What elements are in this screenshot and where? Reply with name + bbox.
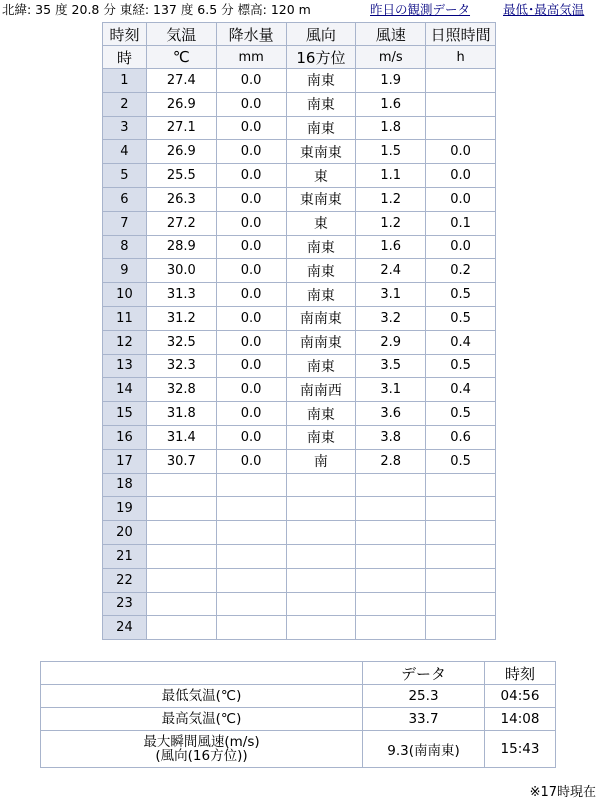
speed-cell <box>356 474 426 498</box>
table-row <box>103 450 496 474</box>
col-header-precip: 降水量 <box>217 23 287 46</box>
speed-cell: 1.8 <box>356 117 426 141</box>
hour-cell: 11 <box>103 307 147 331</box>
speed-cell <box>356 497 426 521</box>
direction-cell <box>287 474 357 498</box>
sunshine-cell: 0.0 <box>426 140 496 164</box>
direction-cell: 南南東 <box>287 307 357 331</box>
unit-sunshine: h <box>426 46 496 69</box>
sunshine-cell <box>426 117 496 141</box>
temp-cell: 27.2 <box>147 212 217 236</box>
sunshine-cell: 0.4 <box>426 331 496 355</box>
sunshine-cell: 0.5 <box>426 283 496 307</box>
summary-time: 15:43 <box>485 731 556 768</box>
summary-time: 14:08 <box>485 708 556 731</box>
summary-header-blank <box>41 662 363 685</box>
sunshine-cell: 0.5 <box>426 307 496 331</box>
precip-cell: 0.0 <box>217 259 287 283</box>
precip-cell <box>217 474 287 498</box>
col-header-speed: 風速 <box>356 23 426 46</box>
hour-cell: 18 <box>103 474 147 498</box>
temp-cell <box>147 569 217 593</box>
sunshine-cell: 0.5 <box>426 450 496 474</box>
hour-cell: 20 <box>103 521 147 545</box>
temp-cell: 26.9 <box>147 93 217 117</box>
direction-cell: 南東 <box>287 69 357 93</box>
hour-cell: 8 <box>103 236 147 260</box>
obs-header-row <box>103 23 496 46</box>
precip-cell: 0.0 <box>217 236 287 260</box>
precip-cell <box>217 521 287 545</box>
sunshine-cell <box>426 474 496 498</box>
table-row <box>103 474 496 498</box>
precip-cell: 0.0 <box>217 378 287 402</box>
temp-cell: 30.7 <box>147 450 217 474</box>
table-row <box>103 402 496 426</box>
summary-header-row <box>41 662 556 685</box>
hour-cell: 4 <box>103 140 147 164</box>
speed-cell <box>356 521 426 545</box>
table-row <box>103 378 496 402</box>
hour-cell: 16 <box>103 426 147 450</box>
hour-cell: 7 <box>103 212 147 236</box>
temp-cell: 31.3 <box>147 283 217 307</box>
precip-cell: 0.0 <box>217 331 287 355</box>
speed-cell: 1.5 <box>356 140 426 164</box>
sunshine-cell: 0.0 <box>426 236 496 260</box>
speed-cell: 1.1 <box>356 164 426 188</box>
hour-cell: 1 <box>103 69 147 93</box>
hour-cell: 17 <box>103 450 147 474</box>
direction-cell: 東南東 <box>287 188 357 212</box>
yesterday-data-link[interactable]: 昨日の観測データ <box>370 2 471 17</box>
direction-cell: 南 <box>287 450 357 474</box>
sunshine-cell: 0.0 <box>426 188 496 212</box>
col-header-direction: 風向 <box>287 23 357 46</box>
sunshine-cell: 0.0 <box>426 164 496 188</box>
table-row <box>103 283 496 307</box>
unit-direction: 16方位 <box>287 46 357 69</box>
direction-cell: 東 <box>287 212 357 236</box>
temp-cell: 25.5 <box>147 164 217 188</box>
temp-cell <box>147 521 217 545</box>
summary-time: 04:56 <box>485 685 556 708</box>
temp-cell <box>147 474 217 498</box>
direction-cell: 南東 <box>287 283 357 307</box>
precip-cell: 0.0 <box>217 450 287 474</box>
sunshine-cell <box>426 69 496 93</box>
sunshine-cell: 0.4 <box>426 378 496 402</box>
direction-cell <box>287 521 357 545</box>
unit-speed: m/s <box>356 46 426 69</box>
sunshine-cell <box>426 93 496 117</box>
hour-cell: 9 <box>103 259 147 283</box>
summary-label: 最低気温(℃) <box>41 685 363 708</box>
summary-row-max-temp <box>41 708 556 731</box>
temp-cell: 28.9 <box>147 236 217 260</box>
min-max-temp-link[interactable]: 最低･最高気温 <box>503 2 585 17</box>
precip-cell: 0.0 <box>217 188 287 212</box>
table-row <box>103 259 496 283</box>
precip-cell: 0.0 <box>217 140 287 164</box>
direction-cell: 東南東 <box>287 140 357 164</box>
direction-cell <box>287 616 357 640</box>
table-row <box>103 569 496 593</box>
station-coordinates: 北緯: 35 度 20.8 分 東経: 137 度 6.5 分 標高: 120 m <box>2 2 311 17</box>
temp-cell: 27.4 <box>147 69 217 93</box>
temp-cell: 27.1 <box>147 117 217 141</box>
hour-cell: 14 <box>103 378 147 402</box>
obs-unit-row <box>103 46 496 69</box>
precip-cell <box>217 569 287 593</box>
temp-cell: 32.3 <box>147 355 217 379</box>
precip-cell: 0.0 <box>217 117 287 141</box>
temp-cell <box>147 593 217 617</box>
summary-value: 25.3 <box>363 685 485 708</box>
speed-cell <box>356 545 426 569</box>
table-row <box>103 616 496 640</box>
temp-cell: 26.9 <box>147 140 217 164</box>
precip-cell: 0.0 <box>217 402 287 426</box>
speed-cell <box>356 593 426 617</box>
summary-value: 9.3(南南東) <box>363 731 485 768</box>
precip-cell <box>217 497 287 521</box>
speed-cell: 3.6 <box>356 402 426 426</box>
hour-cell: 22 <box>103 569 147 593</box>
direction-cell: 東 <box>287 164 357 188</box>
hour-cell: 21 <box>103 545 147 569</box>
unit-precip: mm <box>217 46 287 69</box>
precip-cell: 0.0 <box>217 307 287 331</box>
sunshine-cell: 0.5 <box>426 355 496 379</box>
direction-cell <box>287 497 357 521</box>
summary-row-min-temp <box>41 685 556 708</box>
station-header <box>0 0 600 20</box>
speed-cell: 1.6 <box>356 236 426 260</box>
direction-cell: 南東 <box>287 117 357 141</box>
temp-cell <box>147 616 217 640</box>
table-row <box>103 93 496 117</box>
precip-cell: 0.0 <box>217 93 287 117</box>
hour-cell: 12 <box>103 331 147 355</box>
table-row <box>103 212 496 236</box>
table-row <box>103 545 496 569</box>
temp-cell: 31.4 <box>147 426 217 450</box>
sunshine-cell <box>426 521 496 545</box>
table-row <box>103 331 496 355</box>
hourly-observation-table <box>102 22 496 640</box>
speed-cell: 3.1 <box>356 283 426 307</box>
hour-cell: 24 <box>103 616 147 640</box>
table-row <box>103 236 496 260</box>
table-row <box>103 307 496 331</box>
precip-cell: 0.0 <box>217 283 287 307</box>
direction-cell: 南南東 <box>287 331 357 355</box>
daily-summary-table <box>40 661 556 768</box>
precip-cell: 0.0 <box>217 355 287 379</box>
sunshine-cell: 0.2 <box>426 259 496 283</box>
hour-cell: 3 <box>103 117 147 141</box>
table-row <box>103 164 496 188</box>
temp-cell: 31.2 <box>147 307 217 331</box>
temp-cell: 32.5 <box>147 331 217 355</box>
direction-cell: 南東 <box>287 93 357 117</box>
precip-cell: 0.0 <box>217 164 287 188</box>
direction-cell: 南南西 <box>287 378 357 402</box>
sunshine-cell <box>426 497 496 521</box>
summary-row-max-gust <box>41 731 556 768</box>
speed-cell: 3.2 <box>356 307 426 331</box>
summary-label-line1: 最大瞬間風速(m/s) <box>143 734 260 750</box>
direction-cell <box>287 545 357 569</box>
unit-temp: ℃ <box>147 46 217 69</box>
sunshine-cell <box>426 545 496 569</box>
as-of-note: ※17時現在 <box>529 785 596 800</box>
sunshine-cell: 0.1 <box>426 212 496 236</box>
table-row <box>103 140 496 164</box>
sunshine-cell <box>426 593 496 617</box>
speed-cell: 1.9 <box>356 69 426 93</box>
summary-label-line2: (風向(16方位)) <box>155 748 248 764</box>
col-header-temp: 気温 <box>147 23 217 46</box>
temp-cell: 26.3 <box>147 188 217 212</box>
hour-cell: 2 <box>103 93 147 117</box>
sunshine-cell: 0.6 <box>426 426 496 450</box>
sunshine-cell <box>426 569 496 593</box>
table-row <box>103 426 496 450</box>
direction-cell: 南東 <box>287 355 357 379</box>
speed-cell: 1.2 <box>356 188 426 212</box>
precip-cell: 0.0 <box>217 212 287 236</box>
obs-table-body <box>103 69 496 640</box>
table-row <box>103 69 496 93</box>
direction-cell <box>287 593 357 617</box>
speed-cell: 3.5 <box>356 355 426 379</box>
table-row <box>103 593 496 617</box>
hour-cell: 13 <box>103 355 147 379</box>
speed-cell <box>356 616 426 640</box>
speed-cell: 3.8 <box>356 426 426 450</box>
summary-col-time: 時刻 <box>485 662 556 685</box>
table-row <box>103 521 496 545</box>
table-row <box>103 497 496 521</box>
col-header-sunshine: 日照時間 <box>426 23 496 46</box>
speed-cell: 2.8 <box>356 450 426 474</box>
temp-cell: 32.8 <box>147 378 217 402</box>
precip-cell <box>217 593 287 617</box>
table-row <box>103 355 496 379</box>
precip-cell <box>217 616 287 640</box>
precip-cell <box>217 545 287 569</box>
hour-cell: 5 <box>103 164 147 188</box>
summary-label <box>41 731 363 768</box>
hour-cell: 10 <box>103 283 147 307</box>
sunshine-cell: 0.5 <box>426 402 496 426</box>
speed-cell: 3.1 <box>356 378 426 402</box>
unit-hour: 時 <box>103 46 147 69</box>
speed-cell: 2.9 <box>356 331 426 355</box>
hour-cell: 6 <box>103 188 147 212</box>
summary-col-data: データ <box>363 662 485 685</box>
speed-cell: 1.6 <box>356 93 426 117</box>
precip-cell: 0.0 <box>217 426 287 450</box>
direction-cell <box>287 569 357 593</box>
direction-cell: 南東 <box>287 259 357 283</box>
col-header-hour: 時刻 <box>103 23 147 46</box>
table-row <box>103 117 496 141</box>
hour-cell: 15 <box>103 402 147 426</box>
speed-cell: 1.2 <box>356 212 426 236</box>
temp-cell: 30.0 <box>147 259 217 283</box>
speed-cell <box>356 569 426 593</box>
temp-cell: 31.8 <box>147 402 217 426</box>
direction-cell: 南東 <box>287 236 357 260</box>
temp-cell <box>147 497 217 521</box>
precip-cell: 0.0 <box>217 69 287 93</box>
hour-cell: 19 <box>103 497 147 521</box>
direction-cell: 南東 <box>287 402 357 426</box>
direction-cell: 南東 <box>287 426 357 450</box>
summary-label: 最高気温(℃) <box>41 708 363 731</box>
summary-value: 33.7 <box>363 708 485 731</box>
sunshine-cell <box>426 616 496 640</box>
speed-cell: 2.4 <box>356 259 426 283</box>
temp-cell <box>147 545 217 569</box>
table-row <box>103 188 496 212</box>
hour-cell: 23 <box>103 593 147 617</box>
